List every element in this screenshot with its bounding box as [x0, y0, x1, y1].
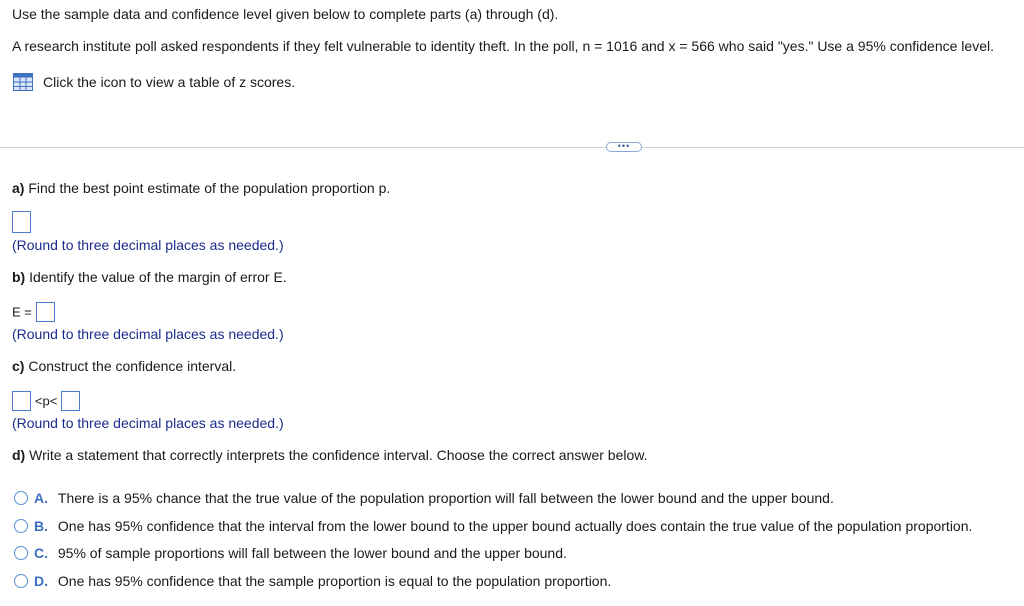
- option-d-text: One has 95% confidence that the sample proportion is equal to the population proportion.: [57, 573, 612, 589]
- option-a-text: There is a 95% chance that the true value of the population proportion will fall between the lower bound and the upper bound.: [57, 490, 834, 506]
- option-b-text: One has 95% confidence that the interval from the lower bound to the upper bound actually does contain the true value of the population proportion.: [57, 518, 973, 534]
- option-d-radio[interactable]: [14, 574, 28, 588]
- option-b-radio[interactable]: [14, 519, 28, 533]
- margin-error-input[interactable]: [36, 302, 55, 322]
- part-c-question: [12, 358, 236, 374]
- section-divider: [0, 147, 1024, 148]
- part-a-label: a): [12, 180, 25, 196]
- part-b-hint: (Round to three decimal places as needed.): [12, 326, 284, 342]
- instructions-text: Use the sample data and confidence level given below to complete parts (a) through (d).: [12, 6, 559, 22]
- option-d-letter: D.: [34, 573, 48, 589]
- upper-bound-input[interactable]: [61, 391, 80, 411]
- part-d-label: d): [12, 447, 26, 463]
- part-d-question: [12, 447, 647, 463]
- part-b-answer-row: [12, 302, 55, 322]
- interval-middle-text: <p<: [34, 393, 58, 409]
- option-b-letter: B.: [34, 518, 48, 534]
- part-b-text: Identify the value of the margin of error E.: [29, 269, 287, 285]
- point-estimate-input[interactable]: [12, 211, 31, 233]
- part-c-text: Construct the confidence interval.: [28, 358, 237, 374]
- option-a[interactable]: [34, 490, 834, 506]
- part-c-hint: (Round to three decimal places as needed.): [12, 415, 284, 431]
- table-link-text[interactable]: Click the icon to view a table of z scores.: [43, 74, 296, 90]
- option-c-radio[interactable]: [14, 546, 28, 560]
- problem-text: A research institute poll asked respondents if they felt vulnerable to identity theft. In the poll, n = 1016 and x = 566 who said "yes." Use a 95% confidence level.: [12, 38, 994, 54]
- option-b[interactable]: [34, 518, 972, 534]
- option-d[interactable]: [34, 573, 611, 589]
- more-options-button[interactable]: •••: [606, 142, 642, 152]
- margin-error-prefix: E =: [12, 304, 32, 320]
- part-a-answer-row: [12, 211, 31, 233]
- part-c-label: c): [12, 358, 25, 374]
- part-a-question: [12, 180, 390, 196]
- table-grid-icon[interactable]: [13, 73, 33, 91]
- part-c-answer-row: [12, 391, 80, 411]
- option-c[interactable]: [34, 545, 567, 561]
- part-a-hint: (Round to three decimal places as needed.): [12, 237, 284, 253]
- option-c-letter: C.: [34, 545, 48, 561]
- lower-bound-input[interactable]: [12, 391, 31, 411]
- option-a-letter: A.: [34, 490, 48, 506]
- option-c-text: 95% of sample proportions will fall between the lower bound and the upper bound.: [57, 545, 567, 561]
- part-b-label: b): [12, 269, 26, 285]
- option-a-radio[interactable]: [14, 491, 28, 505]
- part-a-text: Find the best point estimate of the population proportion p.: [28, 180, 391, 196]
- part-d-text: Write a statement that correctly interprets the confidence interval. Choose the correct answer below.: [29, 447, 648, 463]
- part-b-question: [12, 269, 287, 285]
